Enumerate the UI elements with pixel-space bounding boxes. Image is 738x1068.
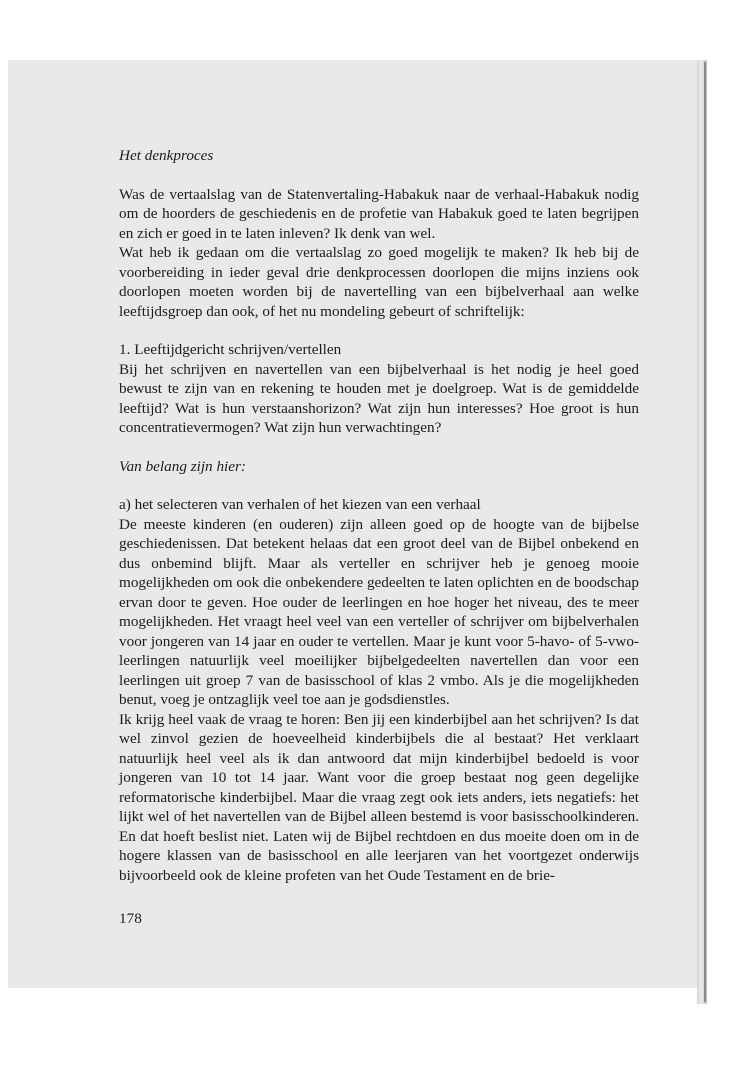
paragraph-5: Ik krijg heel vaak de vraag te horen: Ben jij een kinderbijbel aan het schrijven? Is dat wel zinvol gezien de hoeveelheid kinderbijbels die al bestaat? Het verklaart natuurlijk heel veel als ik dan antwoord dat mijn kinderbijbel bedoeld is voor jongeren van 10 tot 14 jaar. Want voor die groep bestaat nog geen degelijke reformatorische kinderbijbel. Maar die vraag zegt ook iets anders, iets negatiefs: het lijkt wel of het navertellen van de Bijbel alleen bestemd is voor basisschoolkinderen. En dat hoeft beslist niet. Laten wij de Bijbel rechtdoen en dus moeite doen om in de hogere klassen van de basisschool en alle leerjaren van het voortgezet onderwijs bijvoorbeeld ook de kleine profeten van het Oude Testament en de brie-	[119, 710, 639, 884]
section-heading: Het denkproces	[119, 147, 214, 164]
point-1-title: 1. Leeftijdgericht schrijven/vertellen	[119, 341, 342, 358]
paragraph-4: De meeste kinderen (en ouderen) zijn alleen goed op de hoogte van de bijbelse geschiedenissen. Dat betekent helaas dat een groot deel van de Bijbel onbekend en dus onbemind blijft. Maar als verteller en schrijver heb je genoeg mooie mogelijkheden om ook die onbekendere gedeelten te laten oplichten en de boodschap ervan door te geven. Hoe ouder de leerlingen en hoe hoger het niveau, des te meer mogelijkheden. Het vraagt heel veel van een verteller of schrijver om bijbelverhalen voor jongeren van 14 jaar en ouder te vertellen. Maar je kunt voor 5-havo- of 5-vwo-leerlingen natuurlijk veel moeilijker bijbelgedeelten navertellen dan voor een leerlingen uit groep 7 van de basisschool of klas 2 vmbo. Als je die mogelijkheden benut, voeg je ontzaglijk veel toe aan je godsdienstles.	[119, 515, 639, 708]
page-number: 178	[119, 910, 142, 927]
paragraph-3: Bij het schrijven en navertellen van een bijbelverhaal is het nodig je heel goed bewust te zijn van en rekening te houden met je doelgroep. Wat is de gemiddelde leeftijd? Wat is hun verstaanshorizon? Wat zijn hun interesses? Hoe groot is hun concentratievermogen? Wat zijn hun verwachtingen?	[119, 360, 639, 436]
paragraph-2: Wat heb ik gedaan om die vertaalslag zo goed mogelijk te maken? Ik heb bij de voorbereiding in ieder geval drie denkprocessen doorlopen die mijns inziens ook doorlopen moeten worden bij de navertelling van een bijbelverhaal aan welke leeftijdsgroep dan ook, of het nu mondeling gebeurt of schriftelijk:	[119, 244, 639, 320]
paragraph-1: Was de vertaalslag van de Statenvertaling-Habakuk naar de verhaal-Habakuk nodig om de hoorders de geschiedenis en de profetie van Habakuk goed te laten begrijpen en zich er goed in te laten inleven? Ik denk van wel.	[119, 185, 639, 242]
page-text	[119, 146, 639, 885]
item-a-title: a) het selecteren van verhalen of het kiezen van een verhaal	[119, 496, 481, 513]
subheading: Van belang zijn hier:	[119, 457, 246, 475]
page-edge-shadow	[704, 62, 706, 1002]
